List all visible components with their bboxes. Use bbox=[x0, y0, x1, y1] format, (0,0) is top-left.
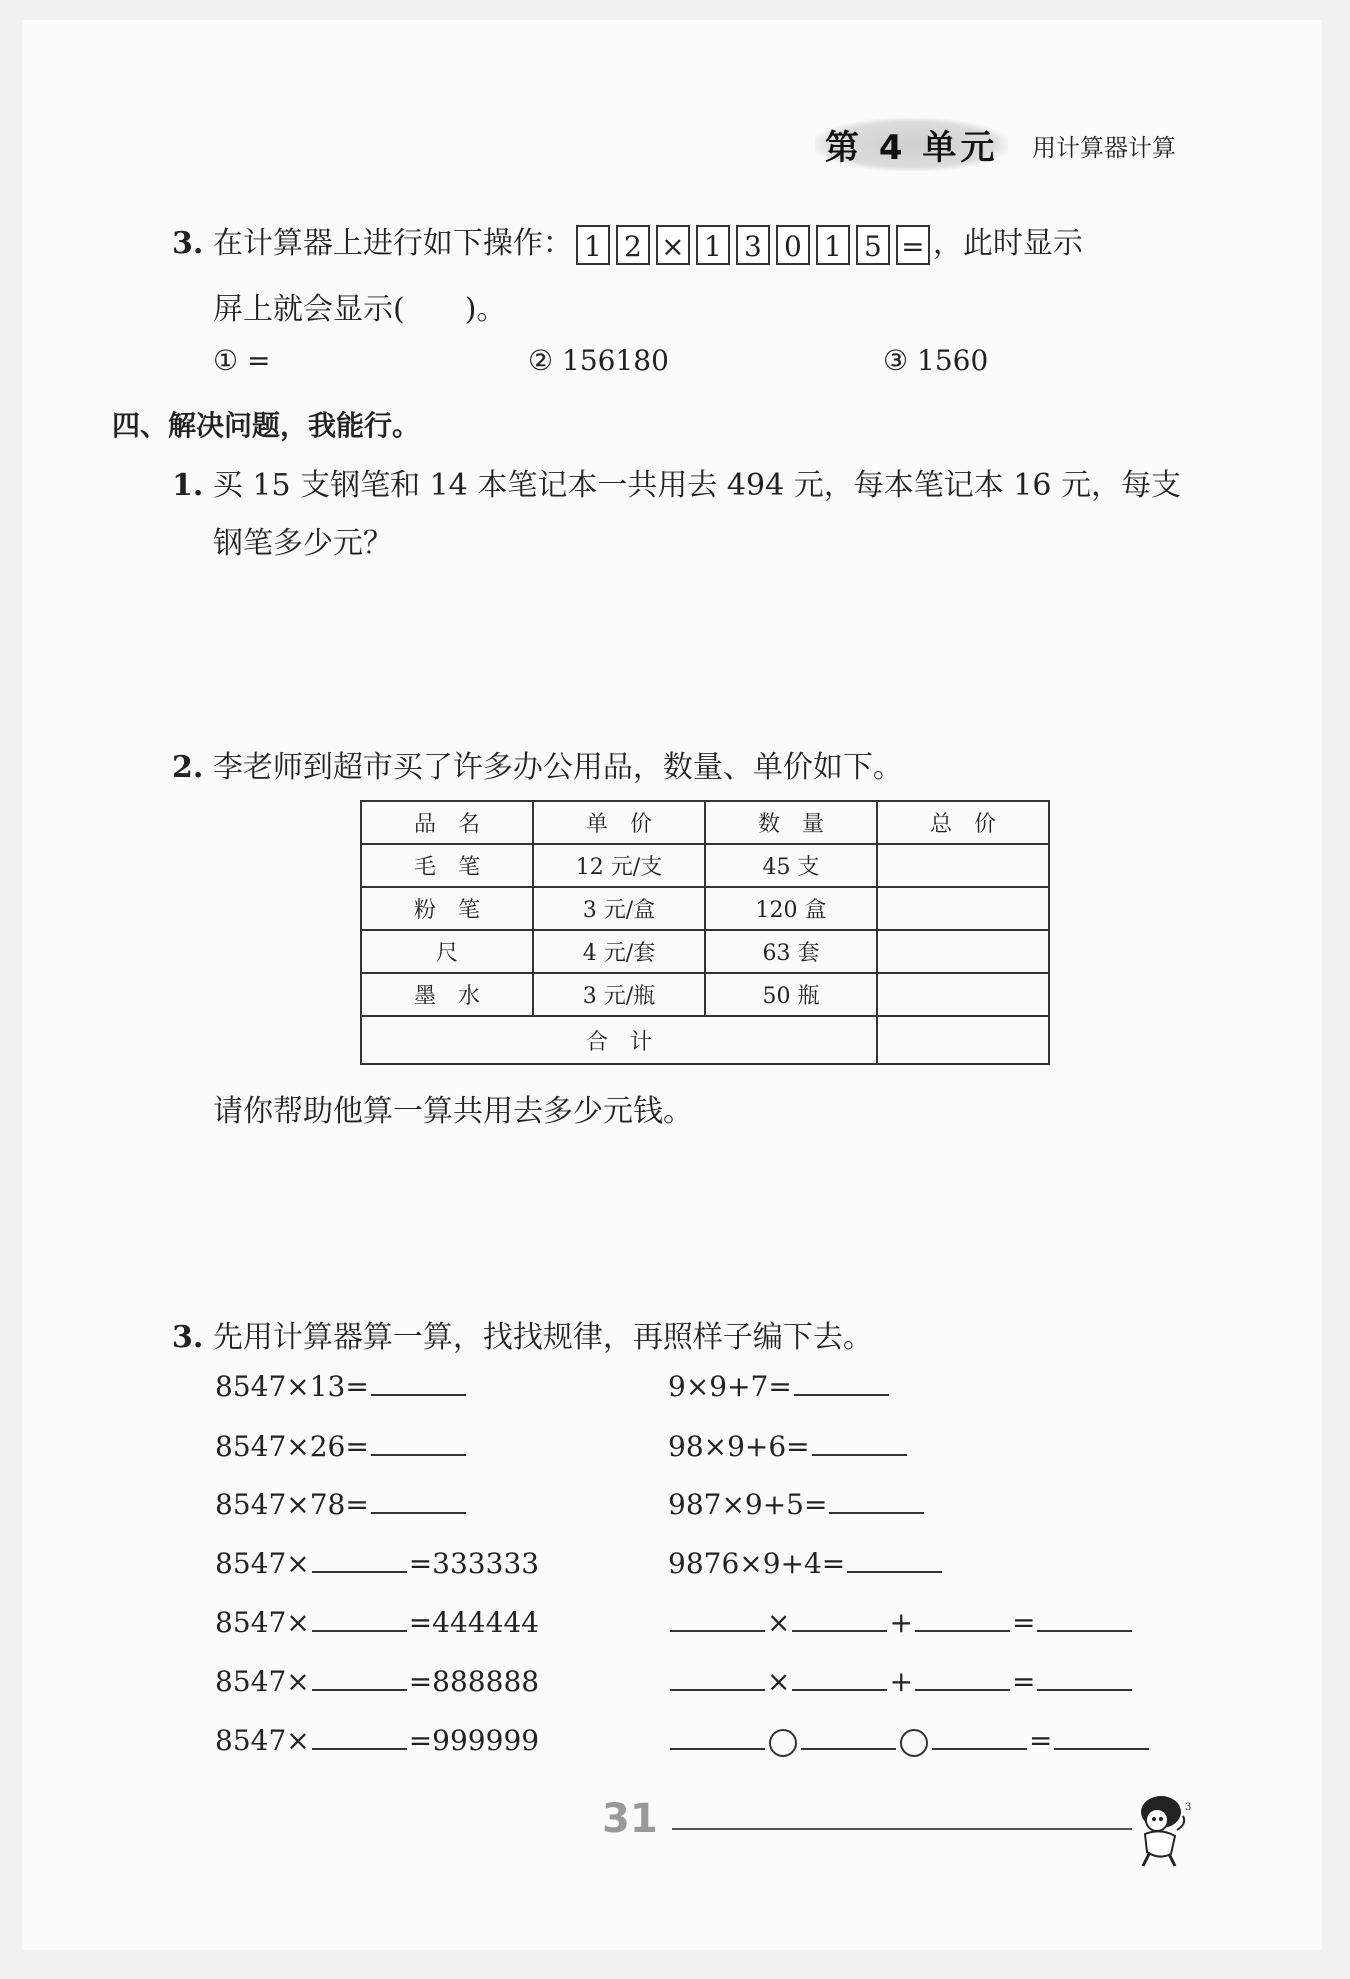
table-cell: 粉 笔 bbox=[361, 887, 533, 930]
total-price-cell[interactable] bbox=[877, 973, 1049, 1016]
answer-blank[interactable] bbox=[371, 1488, 466, 1514]
table-cell: 3 元/瓶 bbox=[533, 973, 705, 1016]
equation-text: 8547×26= bbox=[215, 1430, 369, 1463]
right-equation-blank bbox=[668, 1665, 1134, 1698]
calculator-key: 1 bbox=[576, 225, 610, 265]
answer-blank[interactable] bbox=[792, 1606, 887, 1632]
question-number: 3. bbox=[172, 226, 204, 261]
page-number: 31 bbox=[602, 1796, 658, 1842]
calculator-key: 1 bbox=[816, 225, 850, 265]
q3-calc-line2: 屏上就会显示( )。 bbox=[213, 292, 507, 327]
answer-blank[interactable] bbox=[932, 1724, 1027, 1750]
right-equation bbox=[668, 1488, 926, 1521]
answer-blank[interactable] bbox=[670, 1724, 765, 1750]
problem-3-text: 先用计算器算一算，找找规律，再照样子编下去。 bbox=[212, 1320, 873, 1355]
equation-text: 8547× bbox=[215, 1547, 310, 1580]
q3-suffix: ，此时显示 bbox=[932, 226, 1083, 261]
equation-text: 9×9+7= bbox=[668, 1370, 792, 1403]
table-cell: 63 套 bbox=[705, 930, 877, 973]
calculator-key: 1 bbox=[696, 225, 730, 265]
answer-blank[interactable] bbox=[670, 1665, 765, 1691]
table-row bbox=[361, 844, 1049, 887]
table-cell: 50 瓶 bbox=[705, 973, 877, 1016]
operator-circle[interactable] bbox=[769, 1729, 797, 1757]
table-cell: 尺 bbox=[361, 930, 533, 973]
left-equation bbox=[215, 1488, 468, 1521]
section-title: 四、解决问题，我能行。 bbox=[112, 409, 421, 442]
table-header: 总 价 bbox=[877, 801, 1049, 844]
table-row bbox=[361, 973, 1049, 1016]
option-1: ① = bbox=[213, 344, 271, 377]
right-equation bbox=[668, 1430, 909, 1463]
answer-blank[interactable] bbox=[670, 1606, 765, 1632]
answer-blank[interactable] bbox=[801, 1724, 896, 1750]
answer-blank[interactable] bbox=[312, 1547, 407, 1573]
q3-calc-line1 bbox=[172, 218, 1083, 265]
question-number: 1. bbox=[172, 468, 204, 503]
table-cell: 毛 笔 bbox=[361, 844, 533, 887]
right-equation bbox=[668, 1547, 944, 1580]
total-price-cell[interactable] bbox=[877, 844, 1049, 887]
equals-sign: = bbox=[1011, 1606, 1036, 1639]
footer-rule bbox=[672, 1828, 1132, 1830]
answer-blank[interactable] bbox=[829, 1488, 924, 1514]
svg-text:3: 3 bbox=[1185, 1802, 1192, 1813]
equation-text: 8547× bbox=[215, 1665, 310, 1698]
answer-blank[interactable] bbox=[1037, 1665, 1132, 1691]
table-cell: 4 元/套 bbox=[533, 930, 705, 973]
answer-blank[interactable] bbox=[312, 1724, 407, 1750]
table-header-row bbox=[361, 801, 1049, 844]
table-cell: 45 支 bbox=[705, 844, 877, 887]
problem-1-text: 买 15 支钢笔和 14 本笔记本一共用去 494 元，每本笔记本 16 元，每支 bbox=[212, 468, 1181, 503]
calculator-key: × bbox=[656, 225, 690, 265]
total-price-cell[interactable] bbox=[877, 887, 1049, 930]
grand-total-cell[interactable] bbox=[877, 1016, 1049, 1064]
price-table bbox=[360, 800, 1050, 1065]
table-row bbox=[361, 887, 1049, 930]
problem-1-line1 bbox=[172, 460, 1181, 504]
answer-blank[interactable] bbox=[847, 1547, 942, 1573]
equation-text: 8547×78= bbox=[215, 1488, 369, 1521]
left-equation bbox=[215, 1430, 468, 1463]
total-label: 合 计 bbox=[361, 1016, 877, 1064]
equation-result: =888888 bbox=[408, 1665, 540, 1698]
problem-2-question: 请你帮助他算一算共用去多少元钱。 bbox=[213, 1094, 693, 1129]
equals-sign: = bbox=[1029, 1724, 1053, 1757]
equation-text: 9876×9+4= bbox=[668, 1547, 846, 1580]
answer-blank[interactable] bbox=[371, 1370, 466, 1396]
problem-2-text: 李老师到超市买了许多办公用品，数量、单价如下。 bbox=[212, 750, 903, 785]
answer-blank[interactable] bbox=[312, 1606, 407, 1632]
right-equation-blank bbox=[668, 1606, 1134, 1639]
option-2: ② 156180 bbox=[528, 344, 669, 377]
answer-blank[interactable] bbox=[794, 1370, 889, 1396]
problem-2-line bbox=[172, 742, 903, 786]
equation-result: =999999 bbox=[408, 1724, 540, 1757]
plus-sign: + bbox=[889, 1665, 913, 1698]
table-header: 品 名 bbox=[361, 801, 533, 844]
left-equation bbox=[215, 1547, 539, 1580]
unit-title: 第 4 单元 bbox=[815, 118, 1008, 171]
calculator-key: 0 bbox=[776, 225, 810, 265]
equation-result: =444444 bbox=[408, 1606, 540, 1639]
calculator-keys bbox=[573, 226, 933, 261]
equation-result: =333333 bbox=[408, 1547, 540, 1580]
equation-text: 8547× bbox=[215, 1724, 310, 1757]
unit-subtitle: 用计算器计算 bbox=[1032, 134, 1176, 162]
equation-text: 8547×13= bbox=[215, 1370, 369, 1403]
answer-blank[interactable] bbox=[792, 1665, 887, 1691]
calculator-key: 3 bbox=[736, 225, 770, 265]
answer-blank[interactable] bbox=[312, 1665, 407, 1691]
table-cell: 3 元/盒 bbox=[533, 887, 705, 930]
table-header: 数 量 bbox=[705, 801, 877, 844]
operator-circle[interactable] bbox=[900, 1729, 928, 1757]
answer-blank[interactable] bbox=[915, 1606, 1010, 1632]
left-equation bbox=[215, 1606, 539, 1639]
equals-sign: = bbox=[1011, 1665, 1036, 1698]
table-total-row bbox=[361, 1016, 1049, 1064]
answer-blank[interactable] bbox=[1054, 1724, 1149, 1750]
mascot-icon bbox=[1127, 1790, 1197, 1870]
problem-3-line bbox=[172, 1312, 873, 1356]
answer-blank[interactable] bbox=[812, 1430, 907, 1456]
left-equation bbox=[215, 1370, 468, 1403]
table-cell: 墨 水 bbox=[361, 973, 533, 1016]
times-sign: × bbox=[767, 1665, 791, 1698]
left-equation bbox=[215, 1724, 539, 1757]
table-cell: 120 盒 bbox=[705, 887, 877, 930]
equation-text: 8547× bbox=[215, 1606, 310, 1639]
table-cell: 12 元/支 bbox=[533, 844, 705, 887]
option-3: ③ 1560 bbox=[883, 344, 989, 377]
right-equation bbox=[668, 1370, 891, 1403]
total-price-cell[interactable] bbox=[877, 930, 1049, 973]
equation-text: 98×9+6= bbox=[668, 1430, 810, 1463]
calculator-key: = bbox=[896, 225, 930, 265]
plus-sign: + bbox=[889, 1606, 913, 1639]
table-header: 单 价 bbox=[533, 801, 705, 844]
question-number: 2. bbox=[172, 750, 204, 785]
answer-blank[interactable] bbox=[915, 1665, 1010, 1691]
question-number: 3. bbox=[172, 1320, 204, 1355]
right-equation-blank bbox=[668, 1724, 1151, 1757]
calculator-key: 5 bbox=[856, 225, 890, 265]
answer-blank[interactable] bbox=[1037, 1606, 1132, 1632]
calculator-key: 2 bbox=[616, 225, 650, 265]
equation-text: 987×9+5= bbox=[668, 1488, 828, 1521]
left-equation bbox=[215, 1665, 539, 1698]
answer-blank[interactable] bbox=[371, 1430, 466, 1456]
problem-1-line2: 钢笔多少元？ bbox=[213, 526, 393, 561]
table-row bbox=[361, 930, 1049, 973]
times-sign: × bbox=[767, 1606, 791, 1639]
q3-prefix: 在计算器上进行如下操作： bbox=[212, 226, 573, 261]
